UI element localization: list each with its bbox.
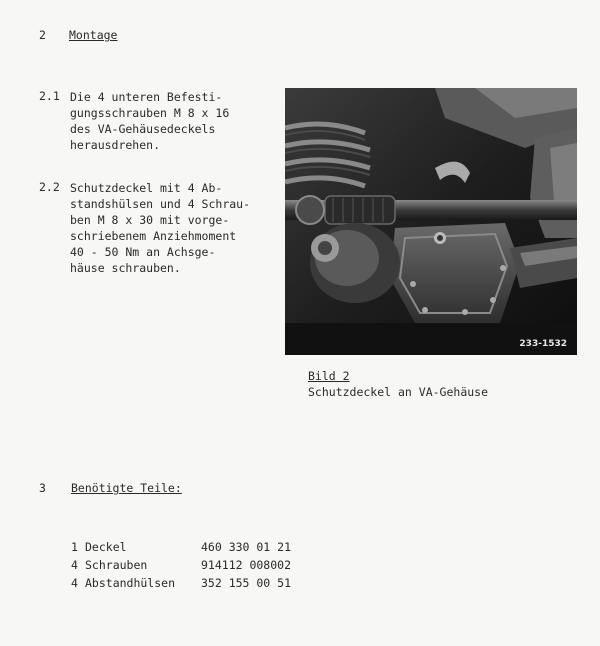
figure-caption [308, 368, 588, 400]
section-number: 2 [39, 28, 46, 42]
section-2-heading [39, 28, 118, 42]
step-text-line: standshülsen und 4 Schrau- [70, 197, 251, 211]
step-text-line: 40 - 50 Nm an Achsge- [70, 245, 216, 259]
step-text-line: Schutzdeckel mit 4 Ab- [70, 181, 223, 195]
step-2-1 [39, 89, 279, 159]
step-number: 2.1 [39, 89, 60, 103]
part-qty: 4 [71, 576, 78, 590]
axle-housing-photo [285, 88, 577, 355]
parts-list [71, 540, 331, 600]
figure-label: Bild 2 [308, 369, 350, 383]
section-3-heading [39, 481, 182, 495]
part-qty: 4 [71, 558, 78, 572]
section-title: Montage [69, 28, 118, 42]
step-text-line: gungsschrauben M 8 x 16 [70, 106, 230, 120]
step-number: 2.2 [39, 180, 60, 194]
photo-illustration [285, 88, 577, 355]
section-number: 3 [39, 481, 46, 495]
part-name: Schrauben [85, 558, 148, 572]
part-number: 352 155 00 51 [201, 576, 292, 590]
part-qty: 1 [71, 540, 78, 554]
part-number: 460 330 01 21 [201, 540, 292, 554]
step-text-line: des VA-Gehäusedeckels [70, 122, 216, 136]
part-number: 914112 008002 [201, 558, 292, 572]
part-name: Abstandhülsen [85, 576, 176, 590]
part-name: Deckel [85, 540, 127, 554]
step-text-line: herausdrehen. [70, 138, 161, 152]
step-text-line: schriebenem Anziehmoment [70, 229, 237, 243]
section-title: Benötigte Teile: [71, 481, 182, 495]
figure-caption-text: Schutzdeckel an VA-Gehäuse [308, 385, 489, 399]
step-text-line: Die 4 unteren Befesti- [70, 90, 223, 104]
step-text-line: häuse schrauben. [70, 261, 181, 275]
step-2-2 [39, 180, 279, 280]
step-text-line: ben M 8 x 30 mit vorge- [70, 213, 230, 227]
photo-number: 233-1532 [519, 339, 567, 349]
